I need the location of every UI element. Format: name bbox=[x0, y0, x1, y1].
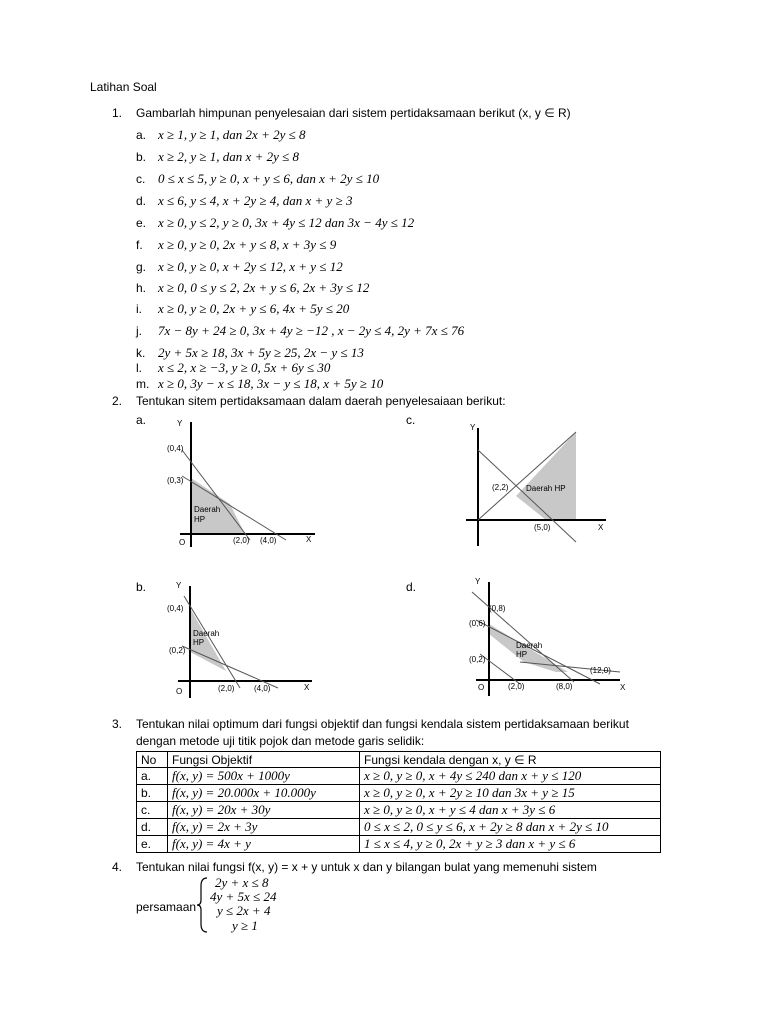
point-label: (0,4) bbox=[167, 604, 184, 613]
y-axis-label: Y bbox=[177, 419, 183, 428]
x-axis-label: X bbox=[598, 523, 604, 532]
point-label: (0,4) bbox=[167, 444, 184, 453]
q4-equation: y ≥ 1 bbox=[232, 918, 258, 933]
table-cell: a. bbox=[137, 768, 168, 785]
q3-text-line1: Tentukan nilai optimum dari fungsi objektif dan fungsi kendala sistem pertidaksamaan berikut bbox=[136, 717, 629, 731]
q1-item-text: x ≥ 1, y ≥ 1, dan 2x + 2y ≤ 8 bbox=[158, 127, 306, 142]
table-cell: 0 ≤ x ≤ 2, 0 ≤ y ≤ 6, x + 2y ≥ 8 dan x + 2y ≤ 10 bbox=[360, 819, 661, 836]
q2-text: Tentukan sitem pertidaksamaan dalam daerah penyelesaiaan berikut: bbox=[136, 394, 506, 408]
q2-number: 2. bbox=[112, 394, 123, 408]
q1-item-text: x ≥ 0, y ≥ 0, 2x + y ≤ 8, x + 3y ≤ 9 bbox=[158, 237, 337, 252]
graph-b-label: b. bbox=[136, 580, 147, 594]
origin-label: O bbox=[478, 683, 485, 692]
point-label: (4,0) bbox=[260, 536, 277, 545]
table-cell: f(x, y) = 500x + 1000y bbox=[168, 768, 360, 785]
region-label: Daerah bbox=[194, 505, 221, 514]
q1-item-text: 7x − 8y + 24 ≥ 0, 3x + 4y ≥ −12 , x − 2y ≤ 4, 2y + 7x ≤ 76 bbox=[158, 323, 465, 338]
graph-a bbox=[160, 412, 330, 552]
q1-item-label: f. bbox=[136, 238, 143, 252]
boundary-line-1 bbox=[472, 592, 574, 682]
table-header-row bbox=[137, 752, 661, 768]
point-label: (2,2) bbox=[492, 483, 509, 492]
q1-text: Gambarlah himpunan penyelesaian dari sistem pertidaksamaan berikut (x, y ∈ R) bbox=[136, 106, 571, 120]
table-header: Fungsi kendala dengan x, y ∈ R bbox=[360, 752, 661, 768]
q4-equation: 4y + 5x ≤ 24 bbox=[210, 889, 277, 904]
table-row bbox=[137, 802, 661, 819]
point-label: (12,0) bbox=[590, 666, 611, 675]
origin-label: O bbox=[179, 538, 186, 547]
table-row bbox=[137, 785, 661, 802]
q1-item-label: d. bbox=[136, 194, 147, 208]
q4-text: Tentukan nilai fungsi f(x, y) = x + y untuk x dan y bilangan bulat yang memenuhi sistem bbox=[136, 860, 597, 874]
point-label: (2,0) bbox=[508, 682, 525, 691]
x-axis-label: X bbox=[304, 683, 310, 692]
q1-item-label: a. bbox=[136, 128, 147, 142]
point-label: (0,2) bbox=[169, 646, 186, 655]
graph-c bbox=[460, 418, 620, 550]
point-label: (0,6) bbox=[469, 619, 486, 628]
table-header: Fungsi Objektif bbox=[168, 752, 360, 768]
q4-number: 4. bbox=[112, 860, 123, 874]
graph-c-label: c. bbox=[406, 413, 416, 427]
x-axis-label: X bbox=[306, 535, 312, 544]
region-label: HP bbox=[516, 650, 528, 659]
q1-item-label: g. bbox=[136, 260, 147, 274]
graph-b bbox=[160, 576, 330, 702]
table-cell: f(x, y) = 2x + 3y bbox=[168, 819, 360, 836]
table-row bbox=[137, 768, 661, 785]
x-axis-label: X bbox=[620, 683, 626, 692]
q1-item-label: l. bbox=[136, 361, 142, 375]
q1-number: 1. bbox=[112, 106, 123, 120]
q4-prefix: persamaan bbox=[136, 900, 197, 914]
table-cell: x ≥ 0, y ≥ 0, x + 2y ≥ 10 dan 3x + y ≥ 15 bbox=[360, 785, 661, 802]
table-cell: b. bbox=[137, 785, 168, 802]
region-label: HP bbox=[193, 638, 205, 647]
table-cell: f(x, y) = 20x + 30y bbox=[168, 802, 360, 819]
q1-item-text: x ≤ 6, y ≤ 4, x + 2y ≥ 4, dan x + y ≥ 3 bbox=[158, 193, 353, 208]
point-label: (4,0) bbox=[254, 684, 271, 693]
table-cell: e. bbox=[137, 836, 168, 853]
q1-item-label: m. bbox=[136, 377, 150, 391]
q4-equation: 2y + x ≤ 8 bbox=[215, 875, 269, 890]
q1-item-text: x ≥ 2, y ≥ 1, dan x + 2y ≤ 8 bbox=[158, 149, 300, 164]
q3-text-line2: dengan metode uji titik pojok dan metode garis selidik: bbox=[136, 734, 425, 748]
region-label: Daerah bbox=[193, 629, 220, 638]
table-row bbox=[137, 819, 661, 836]
table-header: No bbox=[137, 752, 168, 768]
point-label: (0,3) bbox=[167, 476, 184, 485]
q1-item-text: x ≥ 0, 3y − x ≤ 18, 3x − y ≤ 18, x + 5y ≥ 10 bbox=[158, 376, 384, 391]
q1-item-label: c. bbox=[136, 172, 146, 186]
q3-table bbox=[136, 751, 661, 853]
boundary-line-2 bbox=[476, 620, 600, 684]
q1-item-label: e. bbox=[136, 216, 147, 230]
y-axis-label: Y bbox=[470, 423, 476, 432]
graph-a-label: a. bbox=[136, 413, 147, 427]
page-title: Latihan Soal bbox=[90, 80, 157, 94]
region-label: Daerah bbox=[516, 641, 543, 650]
region-label: Daerah HP bbox=[526, 484, 566, 493]
q1-item-label: i. bbox=[136, 302, 142, 316]
q1-item-text: x ≥ 0, y ≥ 0, 2x + y ≤ 6, 4x + 5y ≤ 20 bbox=[158, 301, 350, 316]
q1-item-text: x ≥ 0, y ≤ 2, y ≥ 0, 3x + 4y ≤ 12 dan 3x − 4y ≤ 12 bbox=[158, 215, 415, 230]
q1-item-text: 0 ≤ x ≤ 5, y ≥ 0, x + y ≤ 6, dan x + 2y ≤ 10 bbox=[158, 171, 380, 186]
q1-item-label: j. bbox=[136, 324, 142, 338]
q4-equation: y ≤ 2x + 4 bbox=[217, 903, 271, 918]
table-row bbox=[137, 836, 661, 853]
point-label: (0,8) bbox=[489, 604, 506, 613]
q1-item-label: b. bbox=[136, 150, 147, 164]
feasible-region bbox=[516, 432, 576, 520]
q1-item-label: k. bbox=[136, 346, 146, 360]
table-cell: c. bbox=[137, 802, 168, 819]
point-label: (2,0) bbox=[218, 684, 235, 693]
q3-number: 3. bbox=[112, 717, 123, 731]
table-cell: f(x, y) = 20.000x + 10.000y bbox=[168, 785, 360, 802]
q1-item-text: x ≥ 0, y ≥ 0, x + 2y ≤ 12, x + y ≤ 12 bbox=[158, 259, 343, 274]
graph-d-label: d. bbox=[406, 580, 417, 594]
point-label: (2,0) bbox=[233, 536, 250, 545]
q1-item-text: x ≥ 0, 0 ≤ y ≤ 2, 2x + y ≤ 6, 2x + 3y ≤ 12 bbox=[158, 280, 370, 295]
y-axis-label: Y bbox=[475, 577, 481, 586]
table-cell: f(x, y) = 4x + y bbox=[168, 836, 360, 853]
point-label: (8,0) bbox=[556, 682, 573, 691]
q1-item-text: x ≤ 2, x ≥ −3, y ≥ 0, 5x + 6y ≤ 30 bbox=[158, 360, 331, 375]
table-cell: x ≥ 0, y ≥ 0, x + y ≤ 4 dan x + 3y ≤ 6 bbox=[360, 802, 661, 819]
brace-icon bbox=[195, 876, 209, 934]
graph-d bbox=[460, 572, 636, 704]
point-label: (5,0) bbox=[534, 523, 551, 532]
q1-item-text: 2y + 5x ≥ 18, 3x + 5y ≥ 25, 2x − y ≤ 13 bbox=[158, 345, 364, 360]
table-cell: d. bbox=[137, 819, 168, 836]
q1-item-label: h. bbox=[136, 281, 147, 295]
y-axis-label: Y bbox=[176, 581, 182, 590]
table-cell: 1 ≤ x ≤ 4, y ≥ 0, 2x + y ≥ 3 dan x + y ≤ 6 bbox=[360, 836, 661, 853]
region-label: HP bbox=[194, 515, 206, 524]
origin-label: O bbox=[176, 687, 183, 696]
point-label: (0,2) bbox=[469, 655, 486, 664]
table-cell: x ≥ 0, y ≥ 0, x + 4y ≤ 240 dan x + y ≤ 120 bbox=[360, 768, 661, 785]
